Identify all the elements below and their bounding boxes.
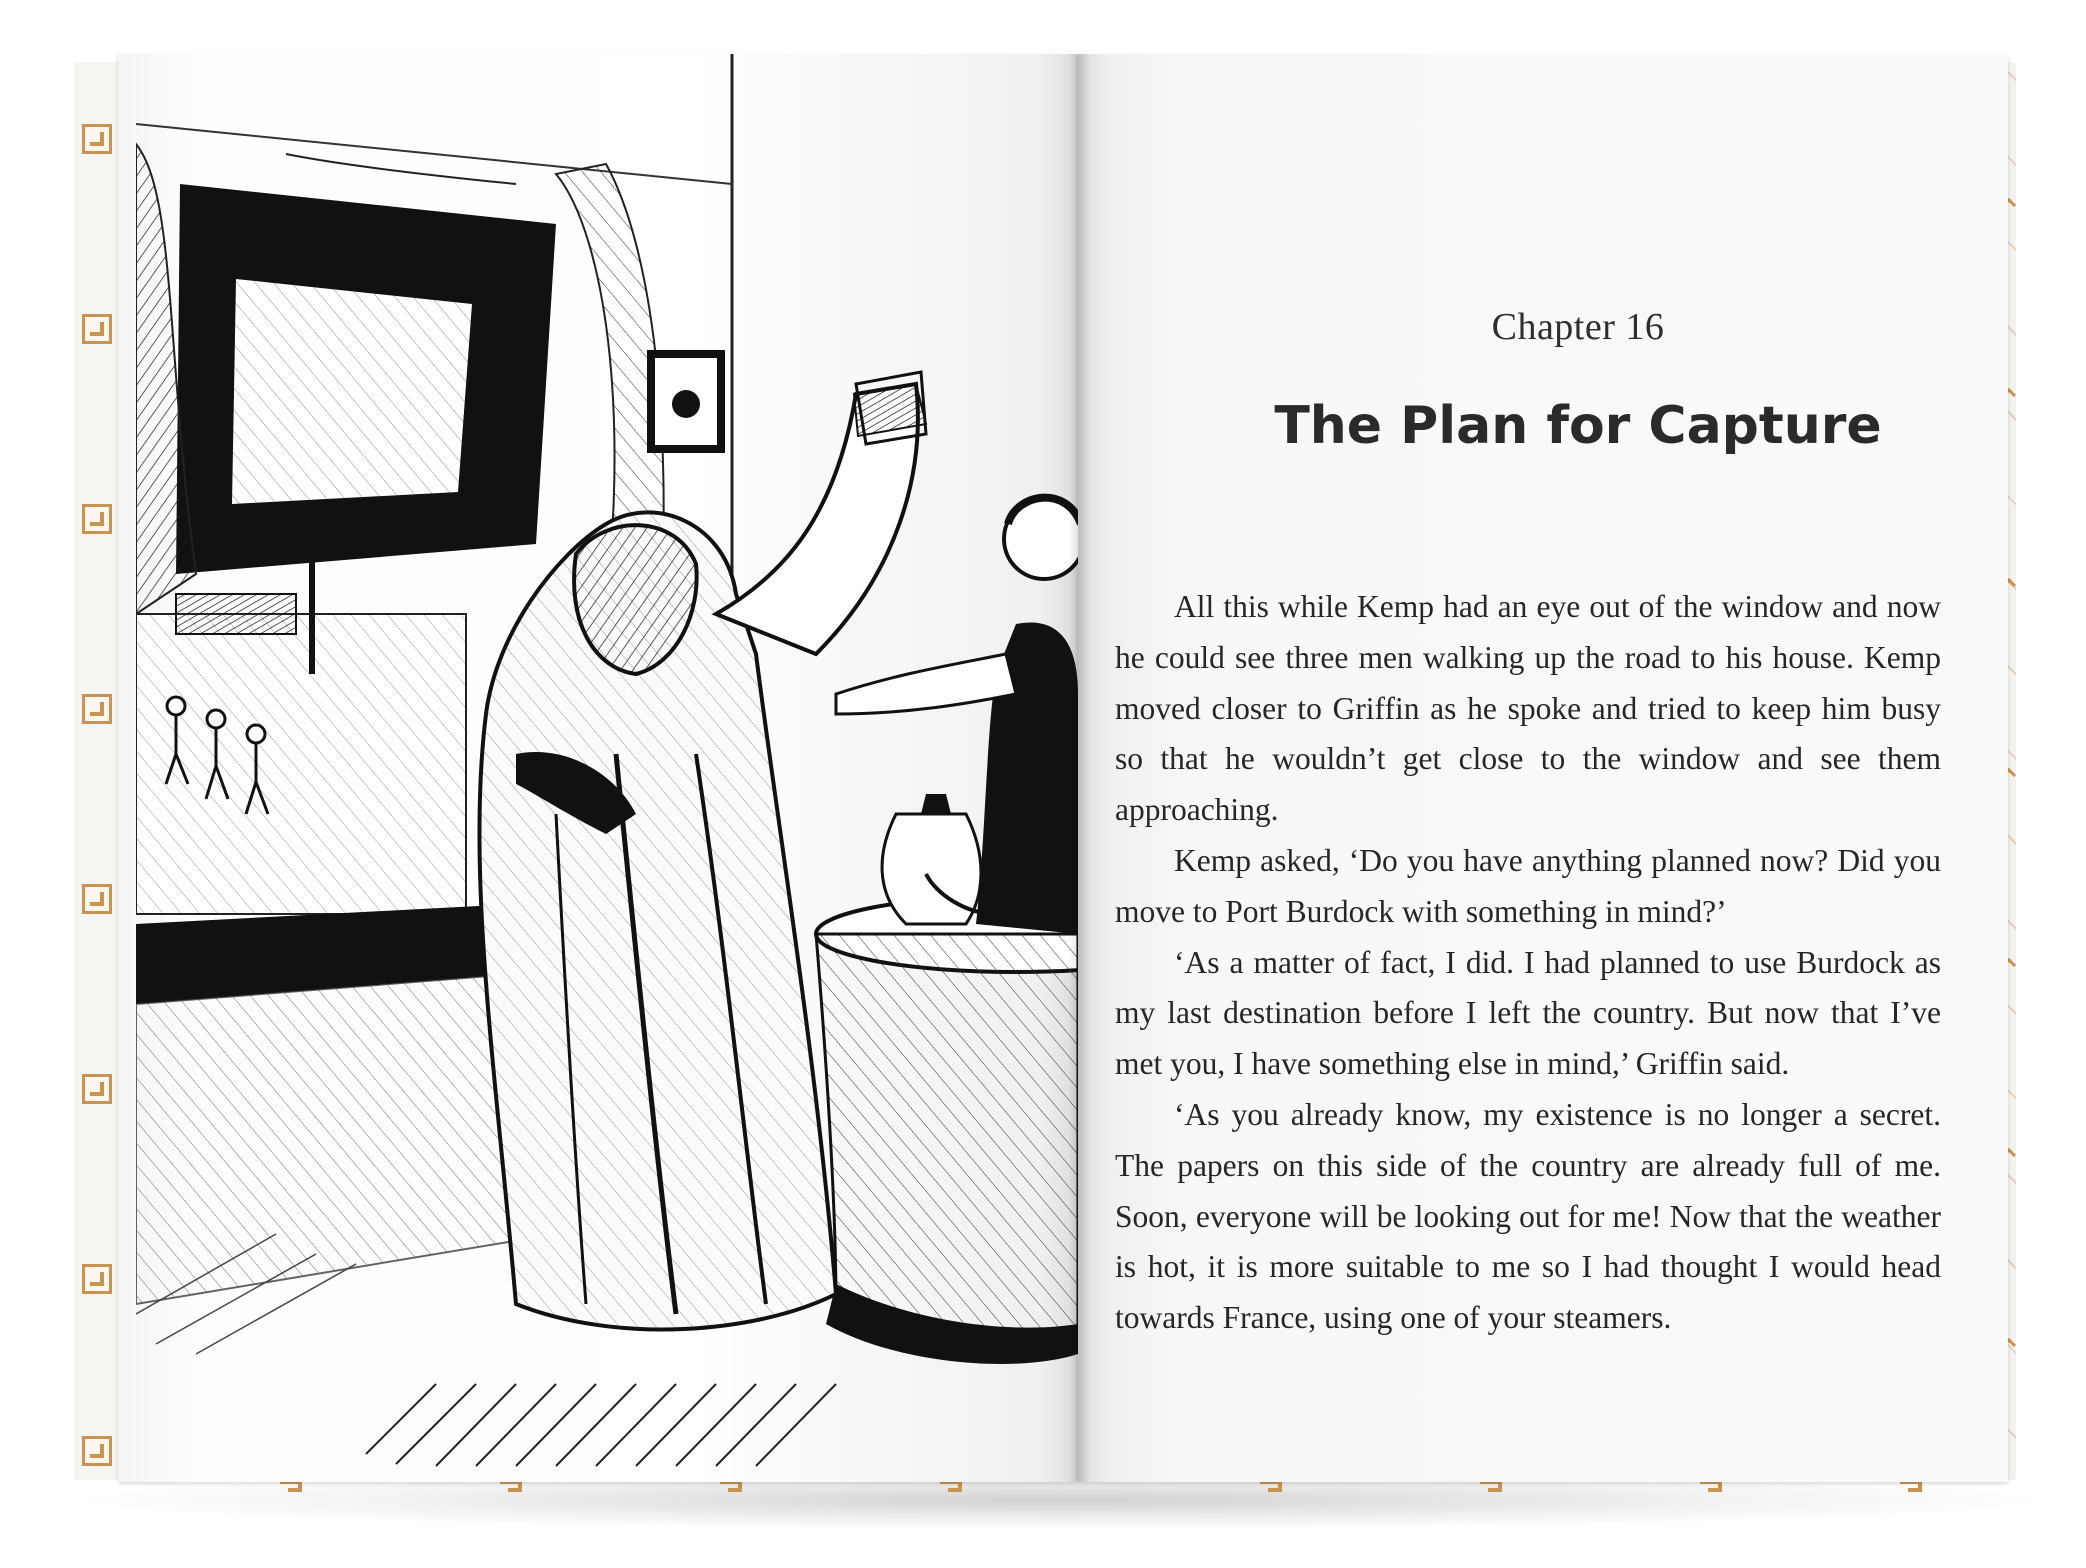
cover-ornament-icon [82, 1074, 112, 1104]
book-gutter [1068, 54, 1090, 1482]
cover-ornament-icon [82, 314, 112, 344]
cover-ornament-icon [82, 694, 112, 724]
cover-ornament-icon [82, 124, 112, 154]
cover-ornament-icon [82, 504, 112, 534]
chapter-number: Chapter 16 [1491, 306, 1665, 348]
chapter-body-text [1115, 582, 1941, 1344]
paragraph: ‘As a matter of fact, I did. I had planned to use Burdock as my last destination before I left the country. But now that I’ve met you, I have something else in mind,’ Griffin said. [1115, 944, 1941, 1082]
paragraph: All this while Kemp had an eye out of the window and now he could see three men walking up the road to his house. Kemp moved closer to Griffin as he spoke and tried to keep him busy so that he wouldn’t get close to the window and see them approaching. [1115, 589, 1941, 828]
cover-ornament-icon [82, 1436, 112, 1466]
cover-ornament-icon [82, 1264, 112, 1294]
paragraph: ‘As you already know, my existence is no longer a secret. The papers on this side of the country are already full of me. Soon, everyone will be looking out for me! Now that the weather is hot, it is more suitable to me so I had thought I would head towards France, using one of your steamers. [1115, 1096, 1941, 1336]
cover-ornament-icon [82, 884, 112, 914]
paragraph: Kemp asked, ‘Do you have anything planned now? Did you move to Port Burdock with something in mind?’ [1115, 842, 1941, 929]
chapter-title: The Plan for Capture [1274, 396, 1882, 456]
chapter-illustration [136, 54, 1078, 1482]
